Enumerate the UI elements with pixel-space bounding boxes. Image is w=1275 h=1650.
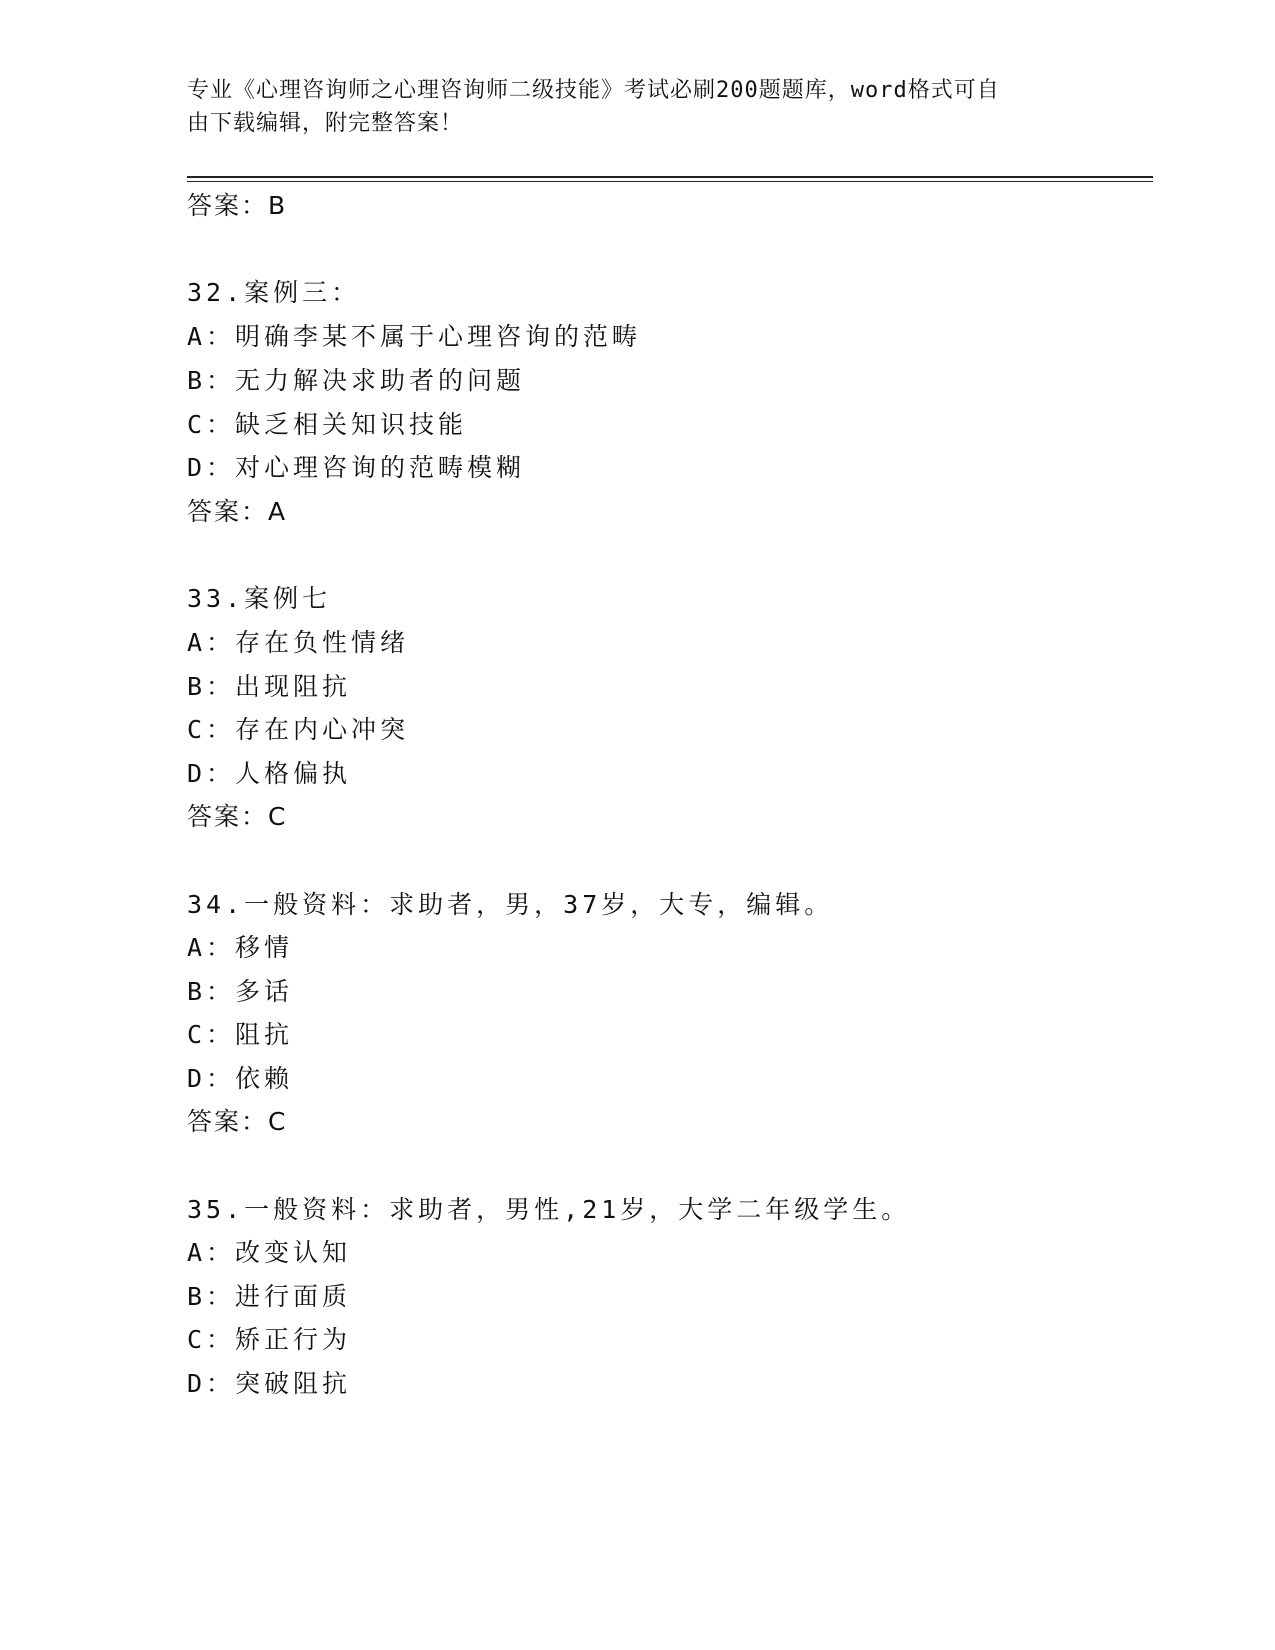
header-line-2: 由下载编辑，附完整答案！ <box>187 111 464 136</box>
option-line: B：无力解决求助者的问题 <box>187 366 526 395</box>
question-title: 34.一般资料：求助者，男，37岁，大专，编辑。 <box>187 890 834 919</box>
header-line-1: 专业《心理咨询师之心理咨询师二级技能》考试必刷200题题库，word格式可自 <box>187 78 1000 103</box>
option-line: C：矫正行为 <box>187 1325 352 1354</box>
answer-line: 答案：C <box>187 1107 288 1136</box>
option-line: D：对心理咨询的范畴模糊 <box>187 453 526 482</box>
option-line: C：缺乏相关知识技能 <box>187 410 468 439</box>
option-line: D：人格偏执 <box>187 759 352 788</box>
header-rule-thin <box>187 181 1153 182</box>
option-line: A：存在负性情绪 <box>187 628 410 657</box>
option-line: A：移情 <box>187 933 294 962</box>
option-line: D：依赖 <box>187 1064 294 1093</box>
document-header <box>187 74 1067 140</box>
answer-line: 答案：A <box>187 497 288 526</box>
answer-line: 答案：B <box>187 191 288 220</box>
option-line: A：改变认知 <box>187 1238 352 1267</box>
answer-line: 答案：C <box>187 802 288 831</box>
question-title: 33.案例七 <box>187 584 332 613</box>
option-line: D：突破阻抗 <box>187 1369 352 1398</box>
option-line: B：多话 <box>187 977 294 1006</box>
option-line: C：存在内心冲突 <box>187 715 410 744</box>
header-rule-thick <box>187 176 1153 178</box>
question-title: 35.一般资料：求助者，男性,21岁，大学二年级学生。 <box>187 1195 911 1224</box>
question-title: 32.案例三： <box>187 278 361 307</box>
option-line: A：明确李某不属于心理咨询的范畴 <box>187 322 642 351</box>
option-line: B：进行面质 <box>187 1282 352 1311</box>
option-line: C：阻抗 <box>187 1020 294 1049</box>
option-line: B：出现阻抗 <box>187 672 352 701</box>
